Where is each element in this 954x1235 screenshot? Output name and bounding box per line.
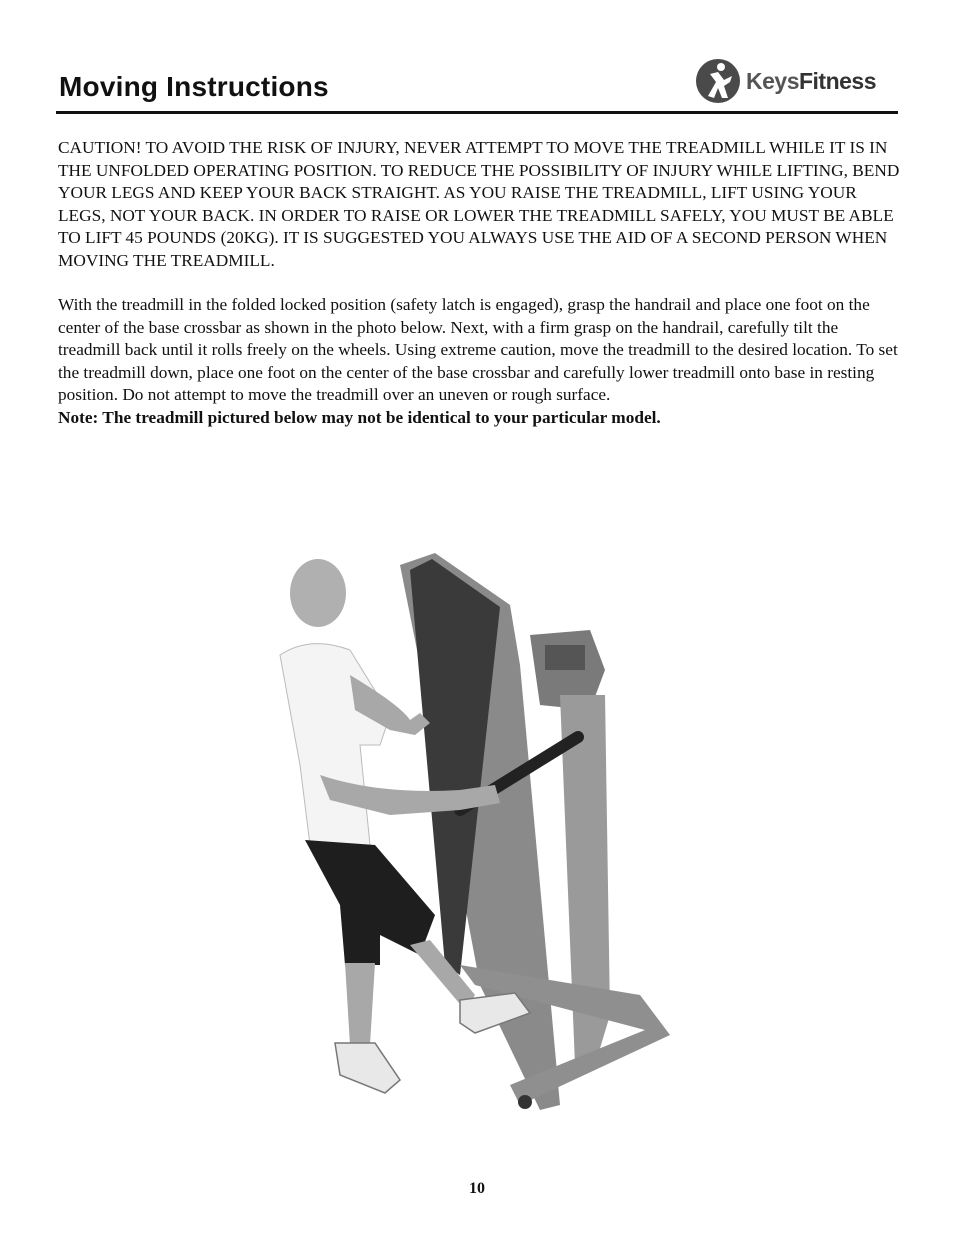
model-note: Note: The treadmill pictured below may not be identical to your particular model. [58,407,661,427]
logo-wordmark [746,68,876,95]
person-head [290,559,346,627]
console-display [545,645,585,670]
title-divider [56,111,898,114]
logo-text-keys: Keys [746,67,799,94]
instructions-paragraph [58,294,903,430]
person-leg-left [345,963,375,1045]
runner-logo-icon [694,56,742,106]
person-shoe-left [335,1043,400,1093]
treadmill-wheel [518,1095,532,1109]
page-title: Moving Instructions [59,71,329,102]
logo-text-fitness: Fitness [798,67,877,94]
person-shirt [280,644,390,845]
page-number: 10 [469,1180,485,1197]
caution-paragraph: CAUTION! TO AVOID THE RISK OF INJURY, NEVER ATTEMPT TO MOVE THE TREADMILL WHILE IT IS IN THE UNFOLDED OPERATING POSITION. TO REDUCE THE POSSIBILITY OF INJURY WHILE LIFTING, BEND YOUR LEGS AND KEEP YOUR BACK STRAIGHT. AS YOU RAISE THE TREADMILL, LIFT USING YOUR LEGS, NOT YOUR BACK. IN ORDER TO RAISE OR LOWER THE TREADMILL SAFELY, YOU MUST BE ABLE TO LIFT 45 POUNDS (20KG). IT IS SUGGESTED YOU ALWAYS USE THE AID OF A SECOND PERSON WHEN MOVING THE TREADMILL. [58,138,900,270]
treadmill-base [460,965,670,1105]
keys-fitness-logo [694,54,900,108]
instructions-text: With the treadmill in the folded locked position (safety latch is engaged), grasp the handrail and place one foot on the center of the base crossbar as shown in the photo below. Next, with a firm grasp on the handrail, carefully tilt the treadmill back until it rolls freely on the wheels. Using extreme caution, move the treadmill to the desired location. To set the treadmill down, place one foot on the center of the base crossbar and carefully lower treadmill onto base in resting position. Do not attempt to move the treadmill over an uneven or rough surface. [58,295,898,405]
treadmill-moving-photo [260,545,690,1115]
